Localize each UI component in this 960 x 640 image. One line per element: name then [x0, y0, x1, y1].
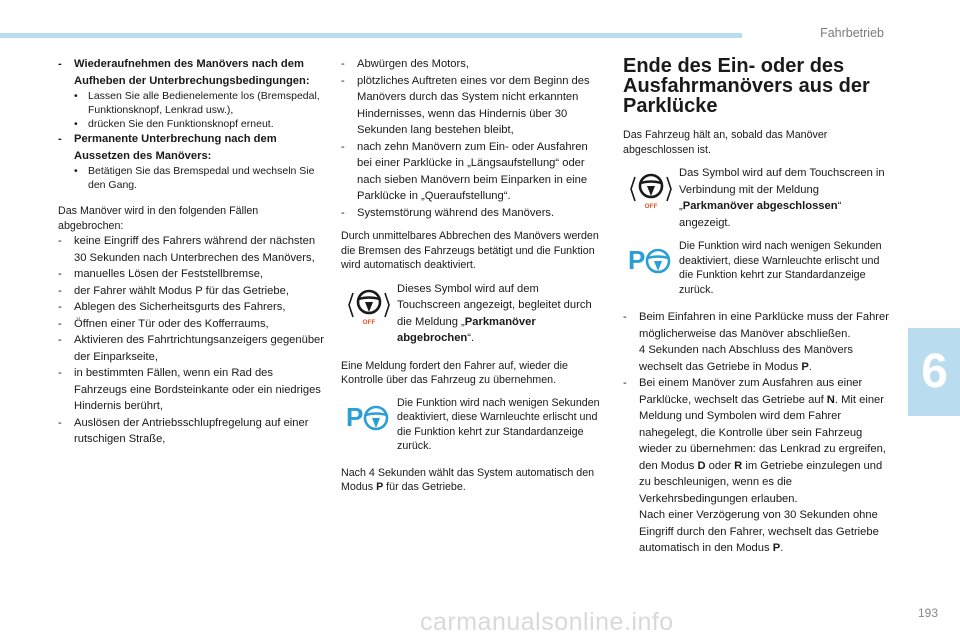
watermark: carmanualsonline.info — [420, 608, 674, 636]
section-title: Fahrbetrieb — [820, 26, 884, 40]
svg-text:OFF: OFF — [644, 203, 658, 209]
item-text: Nach einer Verzögerung von 30 Sekunden ohne Eingriff durch den Fahrer, wechselt das Getriebe automatisch in den Modus P. — [639, 509, 879, 554]
abort-icon-row — [341, 281, 603, 347]
bullet-item: • Betätigen Sie das Bremspedal und wechseln Sie den Gang. — [58, 164, 326, 192]
svg-text:P: P — [346, 401, 364, 432]
bullet-item: • drücken Sie den Funktionsknopf erneut. — [58, 117, 326, 131]
park-steering-icon — [623, 239, 679, 279]
list-item: - nach zehn Manövern zum Ein- oder Ausfahren bei einer Parklücke in „Längsaufstellung“ oder nach sieben Manövern beim Einparken in eine Parklücke in „Queraufstellung“. — [341, 139, 603, 205]
list-item: - Aktivieren des Fahrtrichtungsanzeigers gegenüber der Einparkseite, — [58, 332, 326, 365]
takeover-paragraph: Eine Meldung fordert den Fahrer auf, wieder die Kontrolle über das Fahrzeug zu übernehmen. — [341, 359, 568, 386]
bullet-item: • Lassen Sie alle Bedienelemente los (Bremspedal, Funktionsknopf, Lenkrad usw.), — [58, 89, 326, 117]
abort-icon-text: Dieses Symbol wird auf dem Touchscreen angezeigt, begleitet durch die Meldung „Parkmanöver abgebrochen“. — [397, 282, 592, 344]
list-item: - Ablegen des Sicherheitsgurts des Fahrers, — [58, 299, 326, 316]
park-steering-icon — [341, 396, 397, 436]
list-item: - manuelles Lösen der Feststellbremse, — [58, 266, 326, 283]
list-item: - keine Eingriff des Fahrers während der nächsten 30 Sekunden nach Unterbrechen des Manövers, — [58, 233, 326, 266]
abort-paragraph: Durch unmittelbares Abbrechen des Manövers werden die Bremsen des Fahrzeugs betätigt und die Funktion wird automatisch deaktiviert. — [341, 230, 599, 271]
svg-text:OFF: OFF — [362, 318, 376, 325]
p-icon-row — [623, 239, 889, 297]
list-item — [623, 375, 889, 557]
resume-title: - Wiederaufnehmen des Manövers nach dem Aufheben der Unterbrechungsbedingungen: — [58, 56, 326, 89]
auto-p-paragraph: Nach 4 Sekunden wählt das System automatisch den Modus P für das Getriebe. — [341, 466, 595, 493]
p-icon-text: Die Funktion wird nach wenigen Sekunden deaktiviert, diese Warnleuchte erlischt und die Funktion kehrt zur Standardanzeige zurück. — [679, 240, 882, 296]
item-text: - Beim Einfahren in eine Parklücke muss der Fahrer möglicherweise das Manöver abschließen. — [639, 311, 889, 340]
steering-off-icon — [623, 165, 679, 209]
list-item: - in bestimmten Fällen, wenn ein Rad des Fahrzeugs eine Bordsteinkante oder ein niedriges Hindernis berührt, — [58, 365, 326, 415]
chapter-number: 6 — [921, 345, 948, 398]
list-item: - Auslösen der Antriebsschlupfregelung auf einer rutschigen Straße, — [58, 415, 326, 448]
abort-intro: Das Manöver wird in den folgenden Fällen abgebrochen: — [58, 205, 259, 232]
done-icon-text: Das Symbol wird auf dem Touchscreen in Verbindung mit der Meldung „Parkmanöver abgeschlossen“ angezeigt. — [679, 167, 885, 229]
header-bar — [0, 33, 742, 38]
permanent-title: - Permanente Unterbrechung nach dem Aussetzen des Manövers: — [58, 131, 326, 164]
section-heading: Ende des Ein- oder des Ausfahrmanövers aus der Parklücke — [623, 55, 870, 117]
column-1 — [58, 56, 326, 448]
item-text: 4 Sekunden nach Abschluss des Manövers wechselt das Getriebe in Modus P. — [639, 344, 853, 373]
list-item: - der Fahrer wählt Modus P für das Getriebe, — [58, 283, 326, 300]
list-item: - plötzliches Auftreten eines vor dem Beginn des Manövers durch das System nicht erkannten Hindernisses, wenn das Hindernis über 30 Sekunden lang bestehen bleibt, — [341, 73, 603, 139]
end-intro: Das Fahrzeug hält an, sobald das Manöver abgeschlossen ist. — [623, 129, 828, 156]
item-text: - Bei einem Manöver zum Ausfahren aus einer Parklücke, wechselt das Getriebe auf N. Mit einer Meldung und Symbolen wird dem Fahrer nahegelegt, die Kontrolle über sein Fahrzeug wieder zu übernehmen: das Lenkrad zu ergreifen, den Modus D oder R im Getriebe einzulegen und zu beschleunigen, wenn es die Verkehrsbedingungen erlauben. — [639, 377, 886, 505]
p-icon-text: Die Funktion wird nach wenigen Sekunden deaktiviert, diese Warnleuchte erlischt und die Funktion kehrt zur Standardanzeige zurück. — [397, 396, 600, 452]
steering-off-icon — [341, 281, 397, 325]
column-2 — [341, 56, 603, 495]
column-3 — [623, 56, 889, 557]
done-icon-row — [623, 165, 889, 231]
list-item: - Systemstörung während des Manövers. — [341, 205, 603, 222]
list-item: - Öffnen einer Tür oder des Kofferraums, — [58, 316, 326, 333]
list-item: - Abwürgen des Motors, — [341, 56, 603, 73]
p-icon-row — [341, 396, 603, 454]
page-number: 193 — [917, 606, 938, 620]
svg-text:P: P — [628, 245, 646, 275]
list-item — [623, 309, 889, 375]
